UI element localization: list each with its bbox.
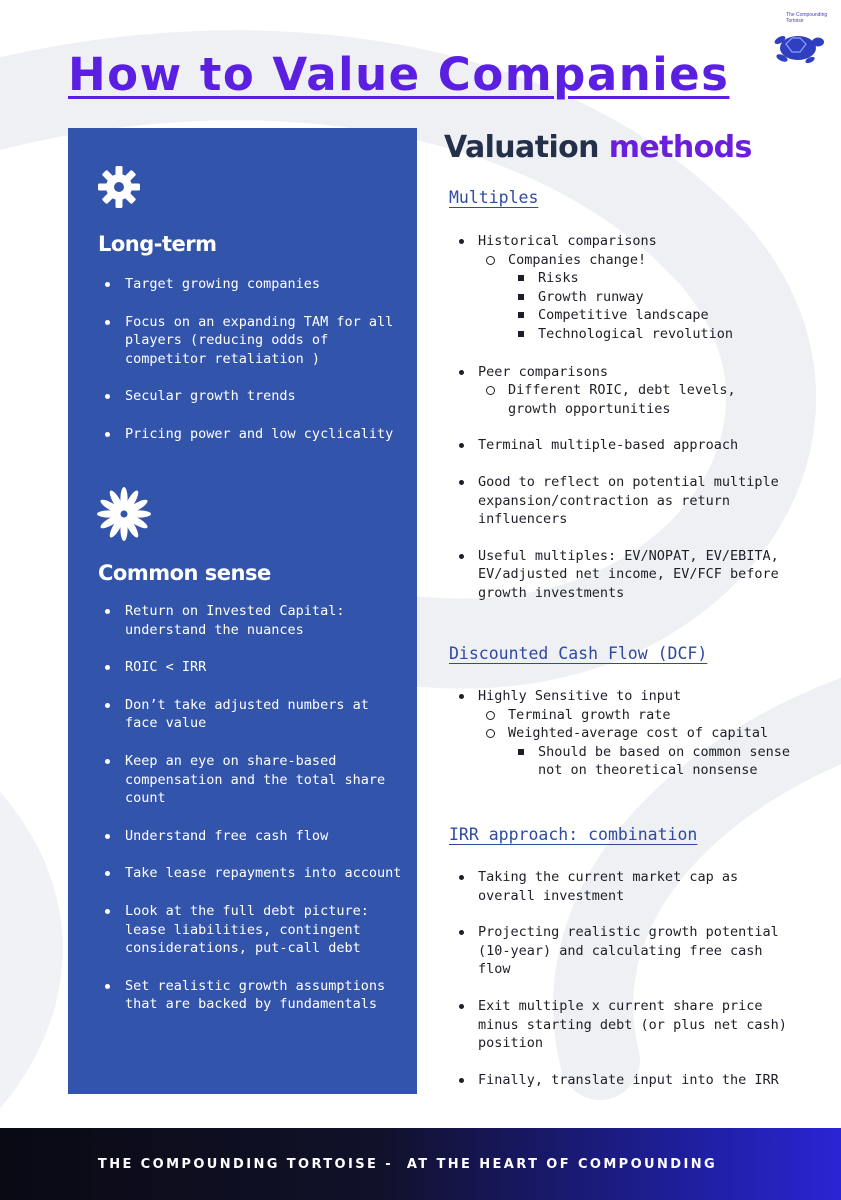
footer-banner [0,1128,841,1200]
logo-text: The Compounding Tortoise [786,12,828,24]
list-item [452,232,792,344]
flower-icon [96,486,152,546]
list-item: Good to reflect on potential multiple expansion/contraction as return influencers [452,473,792,529]
dcf-list [452,687,792,798]
sub-sub-list-item: Risks [508,269,792,288]
list-item: Understand free cash flow [98,827,403,846]
heading-word: Valuation [444,130,599,165]
list-item-text: Highly Sensitive to input [478,688,682,704]
list-item [452,363,792,419]
multiples-heading: Multiples [449,188,539,207]
list-item: Pricing power and low cyclicality [98,425,403,444]
sub-sub-list-item: Growth runway [508,288,792,307]
list-item: Useful multiples: EV/NOPAT, EV/EBITA, EV/adjusted net income, EV/FCF before growth investments [452,547,792,603]
sub-sub-list [508,743,792,780]
sub-list [478,251,792,344]
irr-list [452,868,792,1107]
gear-icon [96,164,142,214]
long-term-heading: Long-term [98,232,217,256]
heading-word-accent: methods [608,130,752,165]
list-item: Terminal multiple-based approach [452,436,792,455]
sub-list-item: Different ROIC, debt levels, growth opportunities [478,381,792,418]
list-item-text: Weighted-average cost of capital [508,725,769,742]
common-sense-heading: Common sense [98,561,271,585]
list-item [452,687,792,780]
page-title: How to Value Companies [68,48,730,101]
list-item: Set realistic growth assumptions that are backed by fundamentals [98,977,403,1014]
list-item: Return on Invested Capital: understand the nuances [98,602,403,639]
list-item: Look at the full debt picture: lease liabilities, contingent considerations, put-call debt [98,902,403,958]
list-item: Projecting realistic growth potential (10-year) and calculating free cash flow [452,923,792,979]
footer-text: THE COMPOUNDING TORTOISE - AT THE HEART OF COMPOUNDING [97,1156,718,1172]
list-item: Focus on an expanding TAM for all players (reducing odds of competitor retaliation ) [98,313,403,369]
irr-heading: IRR approach: combination [449,825,698,844]
list-item-text: Companies change! [508,251,647,268]
sub-list-item [478,251,792,344]
common-sense-list [98,602,403,1033]
list-item-text: Peer comparisons [478,363,609,380]
list-item: Taking the current market cap as overall investment [452,868,792,905]
list-item: Secular growth trends [98,387,403,406]
sub-list-item: Terminal growth rate [478,706,792,725]
left-panel [68,128,417,1094]
brand-logo [760,8,830,68]
list-item: Target growing companies [98,275,403,294]
sub-sub-list-item: Competitive landscape [508,306,792,325]
sub-sub-list [508,269,792,343]
list-item: Keep an eye on share-based compensation and the total share count [98,752,403,808]
list-item: Exit multiple x current share price minus starting debt (or plus net cash) position [452,997,792,1053]
sub-list [478,381,792,418]
list-item: Don’t take adjusted numbers at face value [98,696,403,733]
list-item-text: Historical comparisons [478,233,657,249]
dcf-heading: Discounted Cash Flow (DCF) [449,644,708,663]
sub-list [478,706,792,780]
section-heading [444,130,752,165]
list-item: Finally, translate input into the IRR [452,1071,792,1090]
list-item: Take lease repayments into account [98,864,403,883]
list-item: ROIC < IRR [98,658,403,677]
multiples-list [452,232,792,621]
sub-sub-list-item: Should be based on common sense not on theoretical nonsense [508,743,792,780]
long-term-list [98,275,403,463]
sub-list-item [478,724,792,780]
sub-sub-list-item: Technological revolution [508,325,792,344]
